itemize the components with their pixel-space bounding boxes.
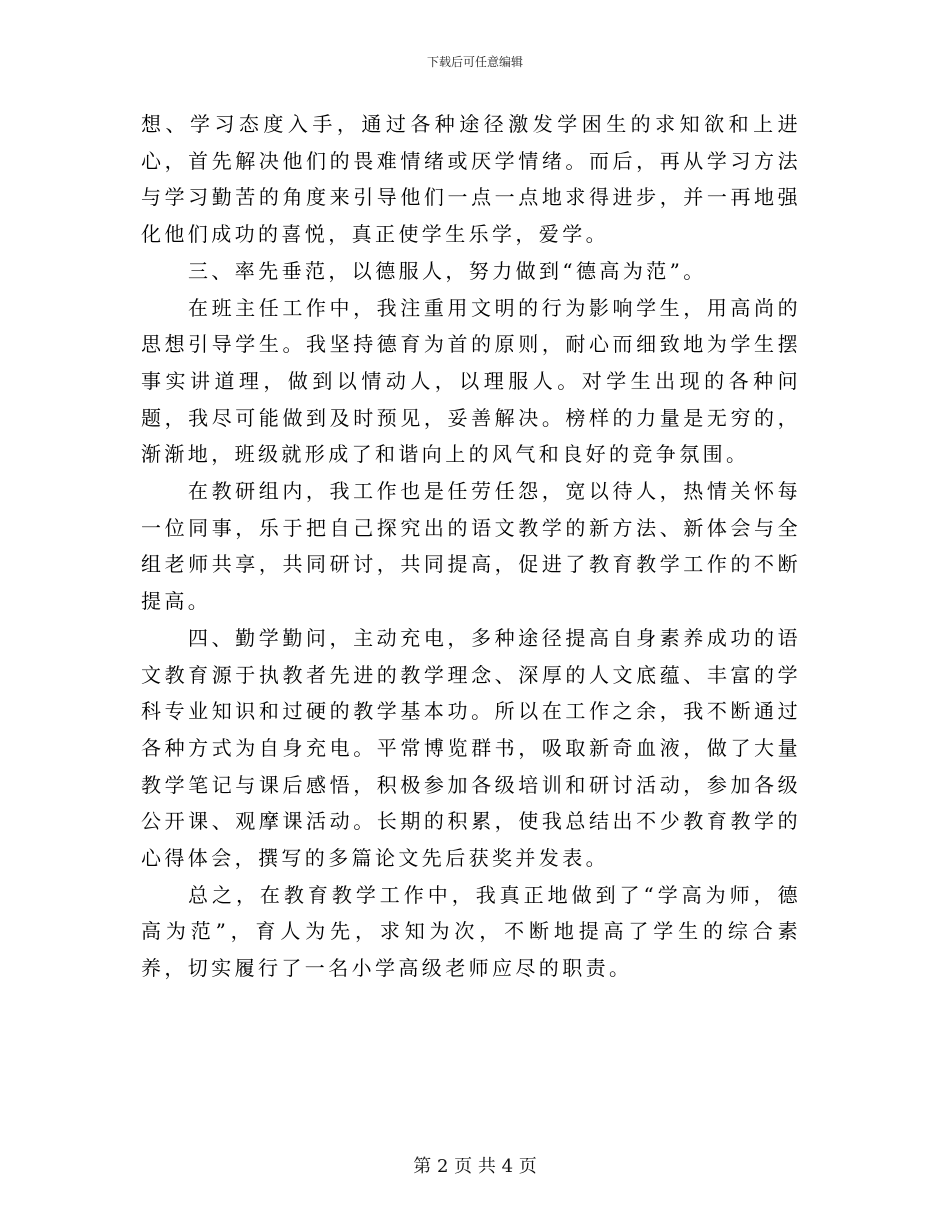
- page-number-footer: 第 2 页 共 4 页: [413, 1156, 537, 1177]
- paragraph-summary: 总之，在教育教学工作中，我真正地做到了“学高为师，德高为范”，育人为先，求知为次，不断地提高了学生的综合素养，切实履行了一名小学高级老师应尽的职责。: [141, 882, 801, 981]
- paragraph-class-teacher-work: 在班主任工作中，我注重用文明的行为影响学生，用高尚的思想引导学生。我坚持德育为首的原则，耐心而细致地为学生摆事实讲道理，做到以情动人，以理服人。对学生出现的各种问题，我尽可能做到及时预见，妥善解决。榜样的力量是无穷的，渐渐地，班级就形成了和谐向上的风气和良好的竞争氛围。: [141, 295, 801, 467]
- section-four-paragraph: 四、勤学勤问，主动充电，多种途径提高自身素养成功的语文教育源于执教者先进的教学理念、深厚的人文底蕴、丰富的学科专业知识和过硬的教学基本功。所以在工作之余，我不断通过各种方式为自身充电。平常博览群书，吸取新奇血液，做了大量教学笔记与课后感悟，积极参加各级培训和研讨活动，参加各级公开课、观摩课活动。长期的积累，使我总结出不少教育教学的心得体会，撰写的多篇论文先后获奖并发表。: [141, 625, 801, 871]
- paragraph-teaching-group: 在教研组内，我工作也是任劳任怨，宽以待人，热情关怀每一位同事，乐于把自己探究出的语文教学的新方法、新体会与全组老师共享，共同研讨，共同提高，促进了教育教学工作的不断提高。: [141, 479, 801, 614]
- section-heading-three: 三、率先垂范，以德服人，努力做到“德高为范”。: [188, 258, 707, 283]
- document-body: [141, 106, 801, 987]
- page-header: 下载后可任意编辑: [426, 55, 523, 69]
- paragraph-continuation: 想、学习态度入手，通过各种途径激发学困生的求知欲和上进心，首先解决他们的畏难情绪或厌学情绪。而后，再从学习方法与学习勤苦的角度来引导他们一点一点地求得进步，并一再地强化他们成功的喜悦，真正使学生乐学，爱学。: [141, 112, 801, 247]
